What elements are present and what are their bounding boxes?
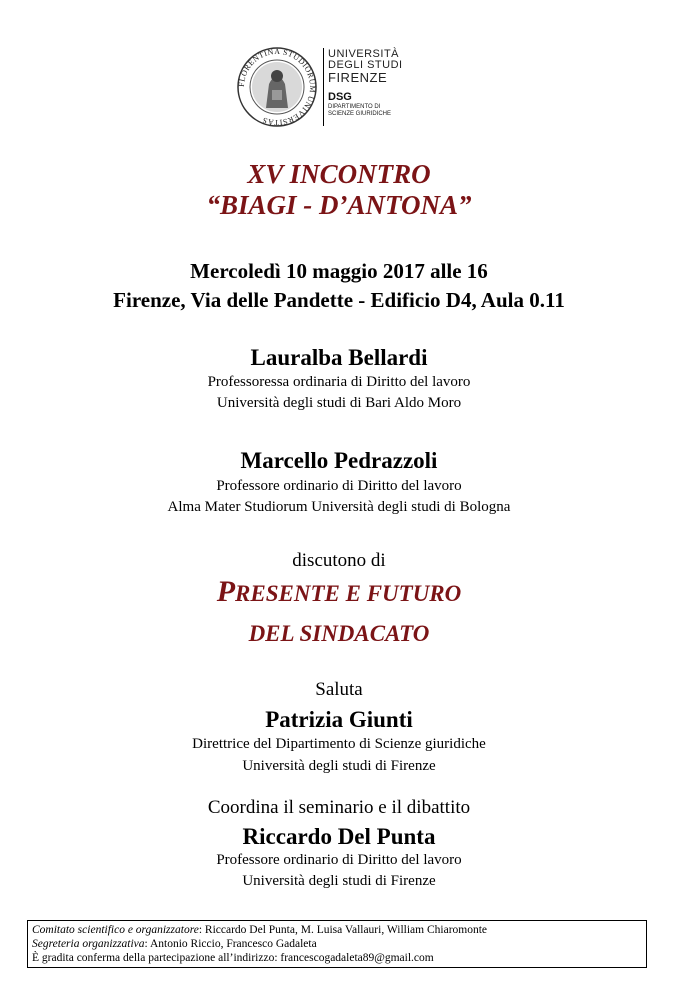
department-line-2: SCIENZE GIURIDICHE xyxy=(328,111,392,117)
greeting-role: Direttrice del Dipartimento di Scienze giuridiche xyxy=(192,736,486,752)
university-seal-icon xyxy=(236,46,318,128)
committee-names: : Riccardo Del Punta, M. Luisa Vallauri, William Chiaromonte xyxy=(198,924,488,936)
moderator-role: Professore ordinario di Diritto del lavoro xyxy=(216,852,462,868)
university-logo xyxy=(236,46,406,128)
moderator-affiliation: Università degli studi di Firenze xyxy=(242,873,436,889)
speaker-1-name: Lauralba Bellardi xyxy=(250,345,428,370)
moderator-name: Riccardo Del Punta xyxy=(242,824,436,849)
secretariat-line xyxy=(32,937,642,951)
moderator-label: Coordina il seminario e il dibattito xyxy=(207,797,471,818)
speaker-2-role: Professore ordinario di Diritto del lavoro xyxy=(216,478,462,494)
speaker-1-role: Professoressa ordinaria di Diritto del lavoro xyxy=(207,374,471,390)
secretariat-names: : Antonio Riccio, Francesco Gadaleta xyxy=(144,938,317,950)
speaker-2-name: Marcello Pedrazzoli xyxy=(240,448,438,473)
seal-text: FLORENTINA STUDIORUM UNIVERSITAS xyxy=(236,46,318,128)
event-place: Firenze, Via delle Pandette - Edificio D4, Aula 0.11 xyxy=(113,288,565,312)
speaker-1-affiliation: Università degli studi di Bari Aldo Moro xyxy=(216,395,462,411)
department-line-1: DIPARTIMENTO DI xyxy=(328,104,381,110)
secretariat-label: Segreteria organizzativa xyxy=(32,938,145,950)
greeting-name: Patrizia Giunti xyxy=(265,707,413,732)
topic-line-1-initial: P xyxy=(216,575,236,608)
topic-intro: discutono di xyxy=(292,550,386,571)
department-name xyxy=(328,104,391,118)
university-name xyxy=(328,49,403,85)
topic-line-1 xyxy=(0,572,678,614)
university-line-1: UNIVERSITÀ xyxy=(328,48,400,60)
speaker-2-affiliation: Alma Mater Studiorum Università degli studi di Bologna xyxy=(167,499,511,515)
committee-line xyxy=(32,923,642,937)
greeting-label: Saluta xyxy=(315,679,363,700)
department-abbr: DSG xyxy=(328,91,352,103)
logo-divider xyxy=(323,48,324,126)
topic-line-1-rest: RESENTE E FUTURO xyxy=(235,581,462,606)
topic-line-2 xyxy=(0,612,678,654)
university-line-3: FIRENZE xyxy=(328,70,388,85)
committee-label: Comitato scientifico e organizzatore xyxy=(32,924,199,936)
university-line-2: DEGLI STUDI xyxy=(328,59,403,71)
confirmation-line: È gradita conferma della partecipazione all’indirizzo: francescogadaleta89@gmail.com xyxy=(32,952,434,964)
organizers-box xyxy=(27,920,647,968)
event-title-line-2: “BIAGI - D’ANTONA” xyxy=(206,190,472,220)
greeting-affiliation: Università degli studi di Firenze xyxy=(242,758,436,774)
event-date: Mercoledì 10 maggio 2017 alle 16 xyxy=(190,259,488,283)
event-title-line-1: XV INCONTRO xyxy=(247,159,431,189)
topic-line-2-text: DEL SINDACATO xyxy=(248,621,430,646)
